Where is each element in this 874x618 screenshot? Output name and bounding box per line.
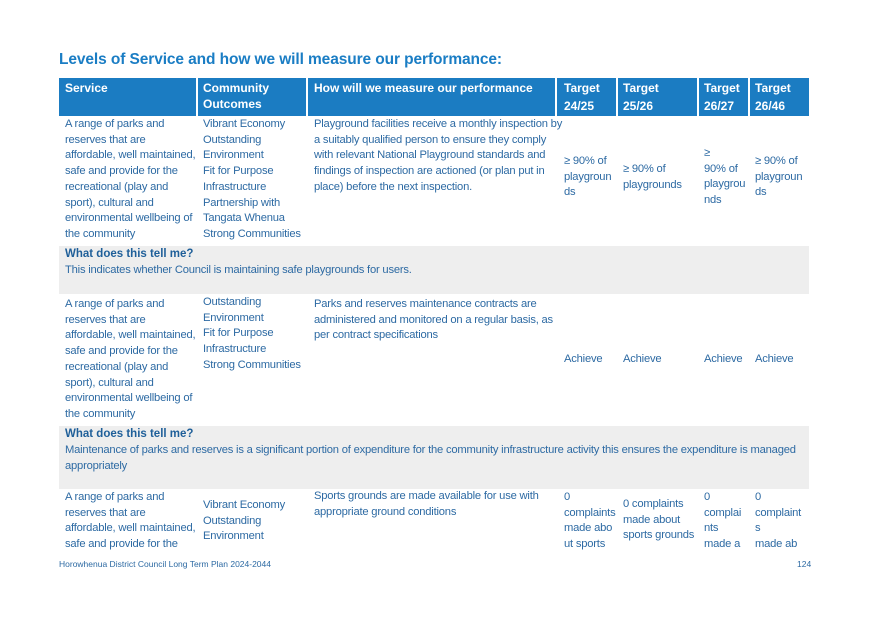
- table-header: [59, 78, 809, 116]
- outcomes-cell: Outstanding Environment Fit for Purpose Infrastructure Strong Communities: [203, 296, 301, 371]
- target-25-26-cell: ≥ 90% of playgrounds: [623, 163, 682, 191]
- outcomes-cell: Vibrant Economy Outstanding Environment: [203, 499, 285, 543]
- target-24-25-cell: ≥ 90% of playgroun ds: [564, 155, 612, 199]
- note-heading: What does this tell me?: [65, 248, 194, 260]
- target-24-25-cell: Achieve: [564, 353, 603, 365]
- header-target-26-27: Target 26/27: [704, 81, 740, 113]
- service-cell: A range of parks and reserves that are affordable, well maintained, safe and provide for the recreational (play and sport), cultural and environmental wellbeing of the community: [65, 118, 196, 240]
- note-heading: What does this tell me?: [65, 428, 194, 440]
- target-25-26-cell: Achieve: [623, 353, 662, 365]
- header-target-25-26: Target 25/26: [623, 81, 659, 113]
- header-divider: [697, 78, 699, 116]
- target-26-46-cell: 0 complaint s made ab: [755, 491, 802, 551]
- table-row: [59, 116, 809, 246]
- what-does-this-tell-me-note: [59, 426, 809, 489]
- target-26-46-cell: Achieve: [755, 353, 794, 365]
- header-divider: [616, 78, 618, 116]
- header-community-outcomes: Community Outcomes: [203, 81, 269, 111]
- target-26-27-cell: 0 complai nts made a: [704, 491, 742, 551]
- target-25-26-cell: 0 complaints made about sports grounds: [623, 498, 695, 542]
- header-divider: [196, 78, 198, 116]
- levels-of-service-table: [59, 78, 809, 555]
- page-title: Levels of Service and how we will measure our performance:: [59, 51, 502, 68]
- what-does-this-tell-me-note: [59, 246, 809, 294]
- table-row: [59, 294, 809, 426]
- target-26-27-cell: Achieve: [704, 353, 743, 365]
- service-cell: A range of parks and reserves that are affordable, well maintained, safe and provide for the: [65, 491, 196, 551]
- measure-cell: Playground facilities receive a monthly inspection by a suitably qualified person to ensure they comply with relevant National Playground standards and findings of inspection are actioned (or plan put in place) before the next inspection.: [314, 118, 563, 193]
- header-service: Service: [65, 81, 108, 95]
- header-divider: [306, 78, 308, 116]
- header-measure: How will we measure our performance: [314, 81, 533, 95]
- target-24-25-cell: 0 complaints made abo ut sports: [564, 491, 616, 551]
- note-text: This indicates whether Council is maintaining safe playgrounds for users.: [65, 264, 412, 276]
- target-26-27-cell: ≥ 90% of playgrou nds: [704, 147, 746, 207]
- measure-cell: Parks and reserves maintenance contracts are administered and monitored on a regular basis, as per contract specifications: [314, 298, 553, 342]
- header-target-26-46: Target 26/46: [755, 81, 791, 113]
- footer-document-title: Horowhenua District Council Long Term Plan 2024-2044: [59, 559, 271, 569]
- header-target-24-25: Target 24/25: [564, 81, 600, 113]
- measure-cell: Sports grounds are made available for use with appropriate ground conditions: [314, 490, 539, 518]
- header-divider: [555, 78, 557, 116]
- outcomes-cell: Vibrant Economy Outstanding Environment Fit for Purpose Infrastructure Partnership with Tangata Whenua Strong Communities: [203, 118, 301, 240]
- service-cell: A range of parks and reserves that are affordable, well maintained, safe and provide for the recreational (play and sport), cultural and environmental wellbeing of the community: [65, 298, 196, 420]
- note-text: Maintenance of parks and reserves is a significant portion of expenditure for the community infrastructure activity this ensures the expenditure is managed appropriately: [65, 444, 796, 472]
- target-26-46-cell: ≥ 90% of playgroun ds: [755, 155, 803, 199]
- header-divider: [748, 78, 750, 116]
- page-number: 124: [797, 559, 812, 569]
- table-row: [59, 489, 809, 555]
